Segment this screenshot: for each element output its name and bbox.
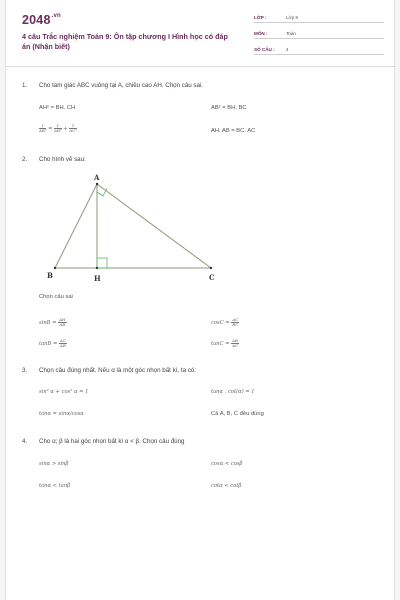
answer-option-c[interactable]: tanα = sinα/cosα (39, 411, 84, 417)
answer-option-c[interactable]: tanα < tanβ (39, 483, 71, 489)
header (6, 0, 396, 66)
answer-option-b[interactable]: AB² = BH. BC (211, 105, 247, 111)
header-divider (6, 66, 396, 67)
question-text: Chọn câu đúng nhất. Nếu α là một góc nhọn bất kì, ta có: (39, 367, 196, 374)
vertex-label-c: C (209, 273, 215, 282)
meta-row-class (254, 12, 384, 23)
answer-option-a[interactable]: AH² = BH. CH (39, 105, 76, 111)
vertex-label-b: B (47, 271, 53, 280)
answer-option-d[interactable]: tanC = $\frac{AB}{AC}$ (211, 338, 239, 348)
meta-value: Toán (286, 31, 296, 36)
page-title: 4 câu Trắc nghiệm Toán 9: Ôn tập chương I Hình học có đáp án (Nhận biết) (22, 32, 228, 51)
answer-option-c[interactable]: $\frac{1}{\text{AB²}}$ = $\frac{1}{\text{AB²}}$ + $\frac{1}{\text{AC²}}$ (39, 123, 77, 133)
question-number: 2. (22, 156, 28, 163)
answer-option-b[interactable]: cosα < cosβ (211, 461, 243, 467)
vertex-label-a: A (94, 173, 100, 182)
answer-option-a[interactable]: sin² α + cos² α = 1 (39, 389, 89, 395)
question-text: Cho tam giác ABC vuông tại A, chiều cao AH. Chọn câu sai. (39, 82, 204, 89)
answer-option-c[interactable]: tanB = $\frac{AC}{AB}$ (39, 338, 66, 348)
question-text: Cho α; β là hai góc nhọn bất kì α < β. Chọn câu đúng (39, 438, 185, 445)
meta-panel (254, 12, 384, 60)
page (5, 0, 395, 600)
answer-option-d[interactable]: AH. AB = BC. AC (211, 128, 256, 134)
question-number: 1. (22, 82, 28, 89)
question-number: 3. (22, 367, 28, 374)
answer-option-d[interactable]: cotα < cotβ (211, 483, 242, 489)
site-logo[interactable]: $2048^{.vn}$ (22, 13, 61, 27)
answer-option-a[interactable]: sinα > sinβ (39, 461, 69, 467)
triangle-figure (41, 170, 226, 285)
answer-option-b[interactable]: cosC = $\frac{AC}{BC}$ (211, 317, 239, 327)
meta-label: SỐ CÂU : (254, 47, 275, 52)
question-number: 4. (22, 438, 28, 445)
meta-row-subject (254, 28, 384, 39)
answer-option-b[interactable]: tanα . cot(α) = 1 (211, 389, 255, 395)
answer-option-d[interactable]: Cả A, B, C đều đúng (211, 411, 264, 417)
question-text: Cho hình vẽ sau: (39, 156, 86, 163)
meta-label: LỚP : (254, 15, 267, 20)
meta-value: Lớp 9 (286, 15, 298, 20)
meta-row-count (254, 44, 384, 55)
question-prompt: Chọn câu sai (39, 294, 73, 300)
answer-option-a[interactable]: sinB = $\frac{AH}{AB}$ (39, 317, 66, 327)
foot-label-h: H (94, 274, 101, 283)
meta-label: MÔN : (254, 31, 268, 36)
meta-value: 4 (286, 47, 289, 52)
